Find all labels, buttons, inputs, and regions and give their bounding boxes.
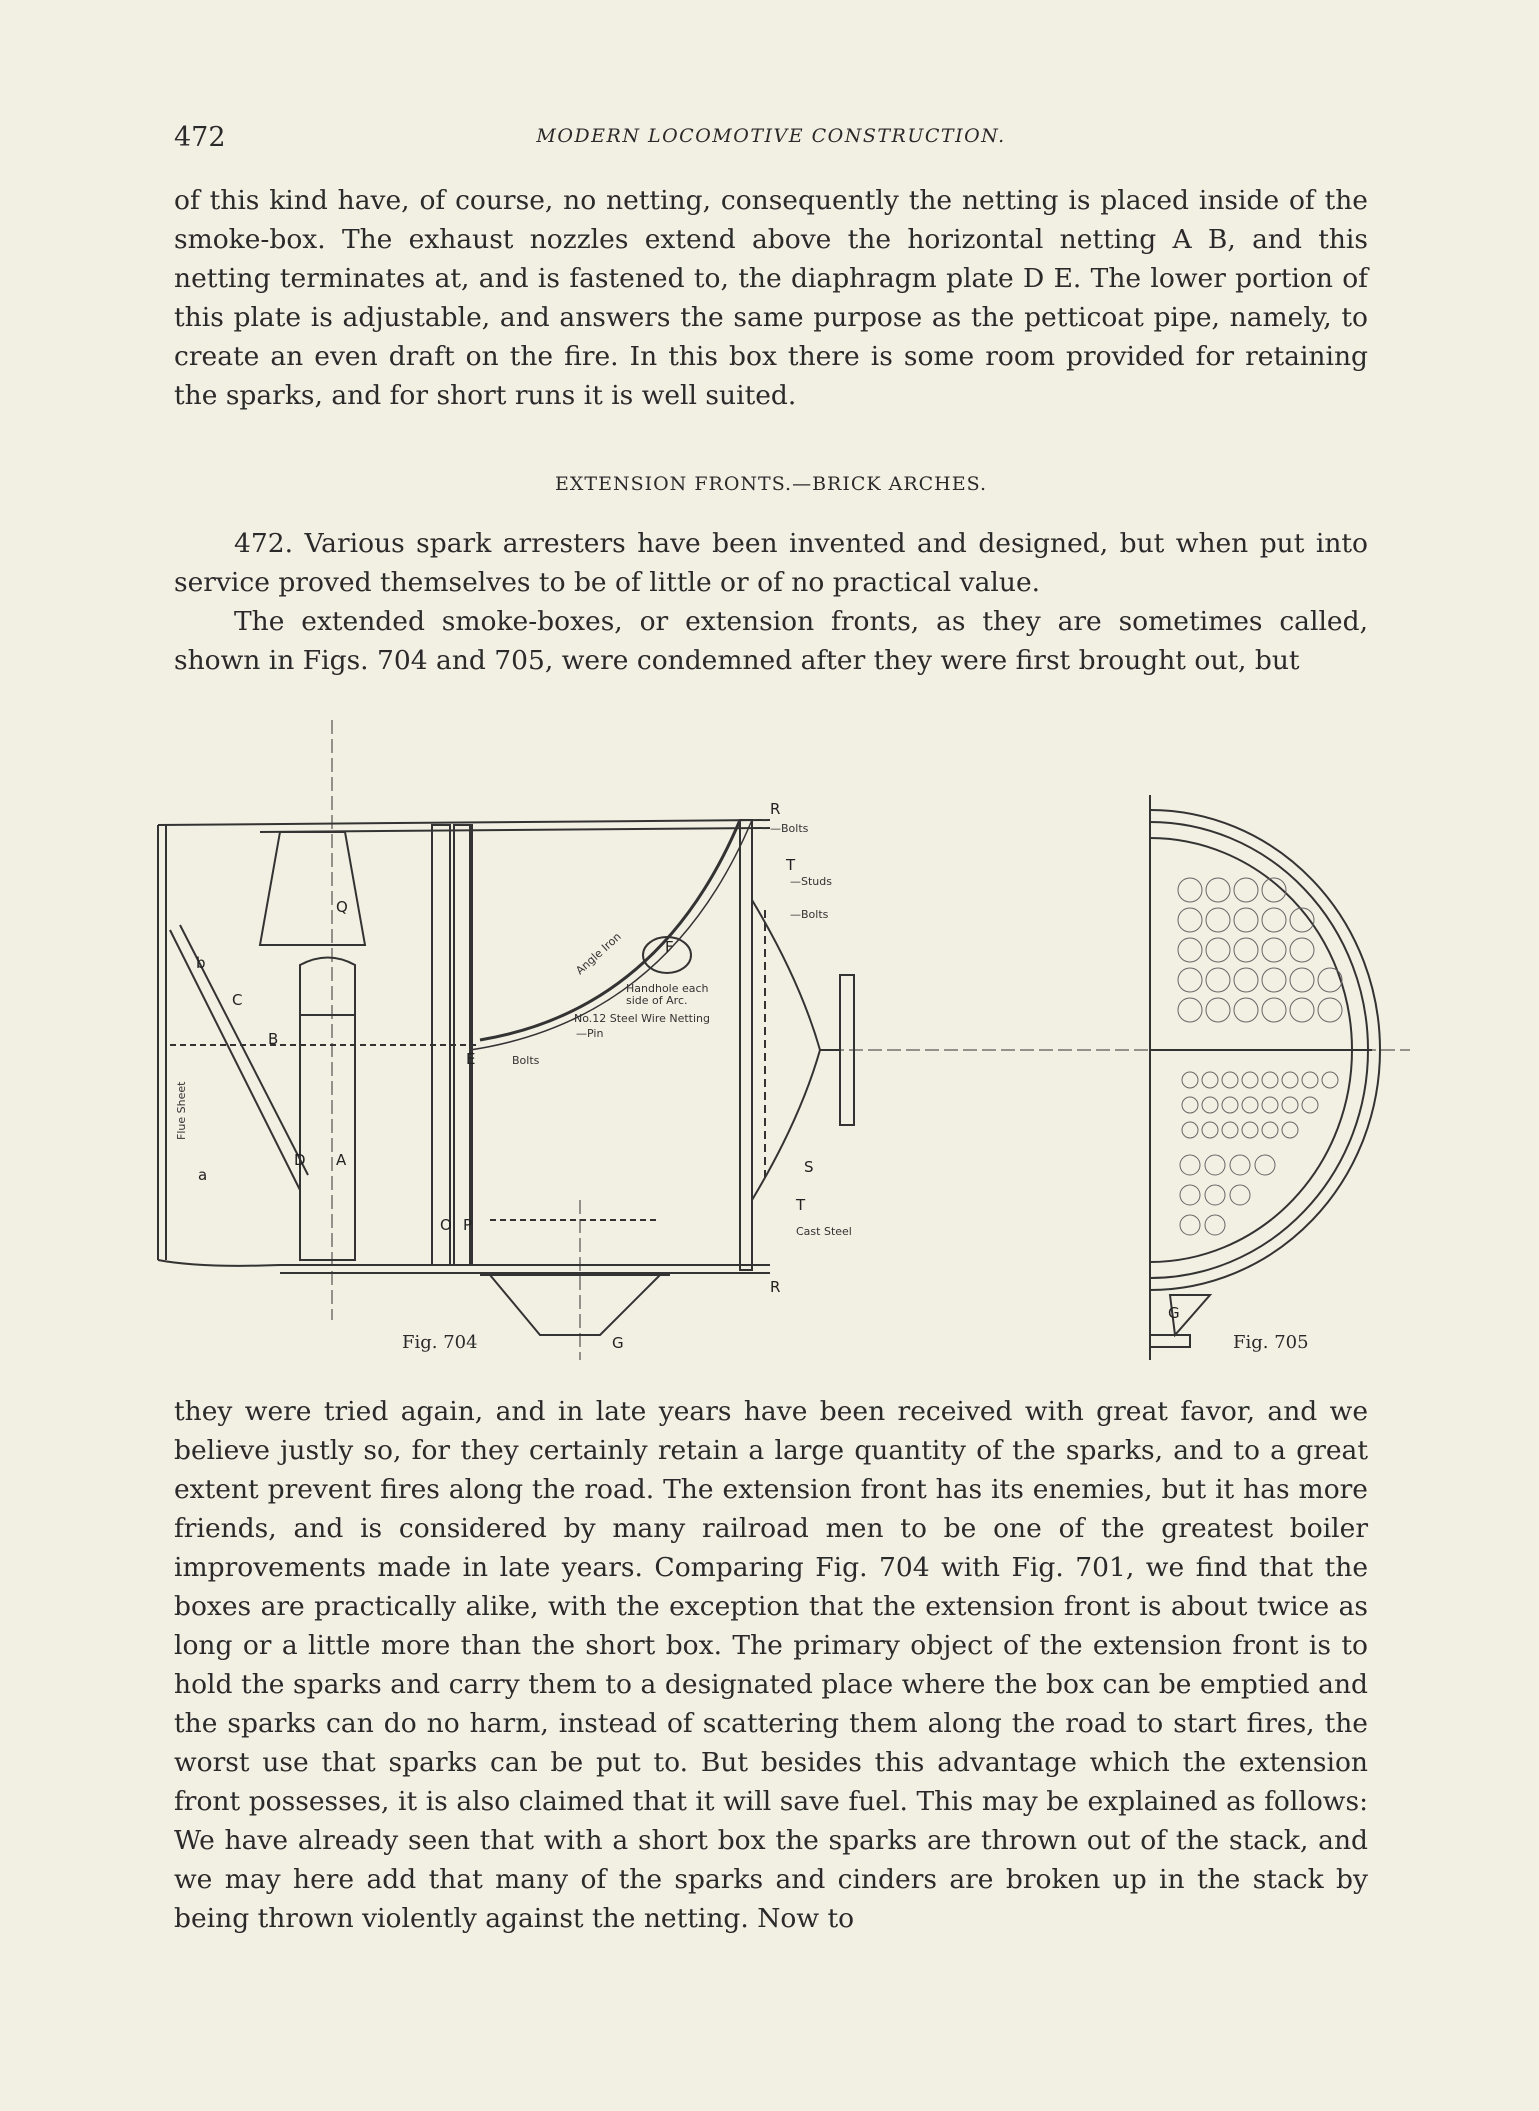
letter-b-lower: b [196,954,206,972]
letter-p: P [463,1216,473,1234]
letter-a-lower: a [198,1166,208,1184]
paragraph-2: 472. Various spark arresters have been invented and designed, but when put into service proved themselves to be of little or of no practical value. [174,528,1368,598]
section-heading: EXTENSION FRONTS.—BRICK ARCHES. [555,473,987,495]
label-handhole-1: Handhole each [626,982,709,995]
letter-r-bottom: R [770,1278,781,1296]
letter-d: D [294,1151,306,1169]
smoke-box-drawing [140,720,1410,1360]
letter-a: A [336,1151,347,1169]
fig-704-caption: Fig. 704 [402,1332,478,1353]
paragraph-4: they were tried again, and in late years have been received with great favor, and we believe justly so, for they certainly retain a large quantity of the sparks, and to a great extent prevent fires along the road. The extension front has its enemies, but it has more friends, and is considered by many railroad men to be one of the greatest boiler improvements made in late years. Comparing Fig. 704 with Fig. 701, we find that the boxes are practically alike, with the exception that the extension front is about twice as long or a little more than the short box. The primary object of the extension front is to hold the sparks and carry them to a designated place where the box can be emptied and the sparks can do no harm, instead of scattering them along the road to start fires, the worst use that sparks can be put to. But besides this advantage which the extension front possesses, it is also claimed that it will save fuel. This may be explained as follows: We have already seen that with a short box the sparks are thrown out of the stack, and we may here add that many of the sparks and cinders are broken up in the stack by being thrown violently against the netting. Now to [174,1396,1368,1934]
label-cast-steel: Cast Steel [796,1225,852,1238]
label-handhole-2: side of Arc. [626,994,688,1007]
label-bolts-low: Bolts [512,1054,540,1067]
label-bolts-mid: —Bolts [790,908,829,921]
page-number: 472 [174,122,226,153]
paragraph-1: of this kind have, of course, no netting, consequently the netting is placed inside of the smoke-box. The exhaust nozzles extend above the horizontal netting A B, and this netting terminates at, and is fastened to, the diaphragm plate D E. The lower portion of this plate is adjustable, and answers the same purpose as the petticoat pipe, namely, to create an even draft on the fire. In this box there is some room provided for retaining the sparks, and for short runs it is well suited. [174,185,1368,411]
letter-e: E [466,1050,476,1068]
paragraph-3: The extended smoke-boxes, or extension fronts, as they are sometimes called, shown in Figs. 704 and 705, were condemned after they were first brought out, but [174,606,1368,676]
page-header [174,122,1368,156]
letter-b: B [268,1030,279,1048]
letter-t-top: T [786,856,796,874]
label-studs: —Studs [790,875,832,888]
figures-704-705 [140,720,1410,1360]
label-pin: —Pin [576,1027,604,1040]
fig-704-drawing [158,720,1410,1360]
letter-c: C [232,991,243,1009]
letter-r-top: R [770,800,781,818]
letter-q: Q [336,898,348,916]
label-bolts-top: —Bolts [770,822,809,835]
letter-g-705: G [1168,1304,1180,1322]
letter-o: O [440,1216,452,1234]
label-netting: No.12 Steel Wire Netting [574,1012,711,1025]
letter-t-bottom: T [796,1196,806,1214]
letter-s: S [804,1158,814,1176]
label-flue-sheet: Flue Sheet [175,1081,188,1140]
label-angle-iron: Angle Iron [573,930,624,978]
running-title: MODERN LOCOMOTIVE CONSTRUCTION. [536,125,1006,147]
fig-705-caption: Fig. 705 [1233,1332,1309,1353]
letter-f: F [665,938,674,956]
letter-g-704: G [612,1334,624,1352]
